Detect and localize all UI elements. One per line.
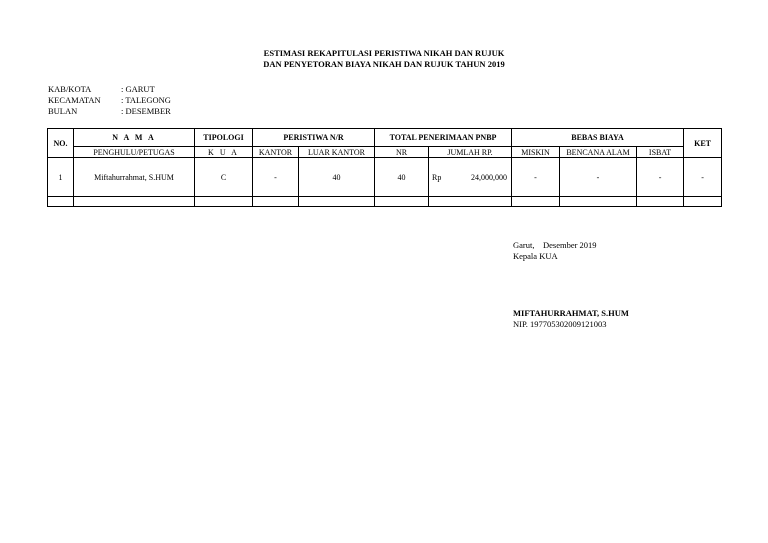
info-label: KECAMATAN: [48, 95, 101, 105]
header-luar-kantor: LUAR KANTOR: [299, 147, 375, 158]
cell-rp: Rp: [432, 172, 442, 182]
header-no: NO.: [48, 129, 74, 158]
cell-ket: -: [684, 158, 722, 197]
recap-table: [47, 128, 722, 207]
header-peristiwa: PERISTIWA N/R: [253, 129, 375, 147]
info-row-kecamatan: [48, 95, 171, 106]
cell-nama: Miftahurrahmat, S.HUM: [74, 158, 195, 197]
header-jumlah: JUMLAH RP.: [429, 147, 512, 158]
title-line-2: DAN PENYETORAN BIAYA NIKAH DAN RUJUK TAHUN 2019: [263, 59, 505, 69]
cell-jumlah: [429, 158, 512, 197]
header-kantor: KANTOR: [253, 147, 299, 158]
header-tipologi: TIPOLOGI: [195, 129, 253, 147]
info-label: BULAN: [48, 106, 78, 116]
table-row-empty: [48, 197, 722, 207]
document-title: [0, 48, 768, 70]
header-isbat: ISBAT: [637, 147, 684, 158]
title-line-1: ESTIMASI REKAPITULASI PERISTIWA NIKAH DAN RUJUK: [263, 48, 505, 58]
cell-no: 1: [48, 158, 74, 197]
info-value: : TALEGONG: [121, 95, 171, 105]
header-ket: KET: [684, 129, 722, 158]
signer-nip: NIP. 197705302009121003: [513, 319, 607, 329]
header-bencana: BENCANA ALAM: [560, 147, 637, 158]
table-row: [48, 158, 722, 197]
signer-name: MIFTAHURRAHMAT, S.HUM: [513, 308, 629, 318]
signature-place-date: [513, 240, 597, 262]
header-miskin: MISKIN: [512, 147, 560, 158]
header-info: [48, 84, 171, 117]
cell-nr: 40: [375, 158, 429, 197]
header-nr: NR: [375, 147, 429, 158]
info-value: : GARUT: [121, 84, 155, 94]
info-row-bulan: [48, 106, 171, 117]
place-date: Garut, Desember 2019: [513, 240, 597, 250]
header-total: TOTAL PENERIMAAN PNBP: [375, 129, 512, 147]
cell-tipologi: C: [195, 158, 253, 197]
header-penghulu: PENGHULU/PETUGAS: [74, 147, 195, 158]
info-label: KAB/KOTA: [48, 84, 92, 94]
info-row-kabkota: [48, 84, 171, 95]
cell-kantor: -: [253, 158, 299, 197]
signer-position: Kepala KUA: [513, 251, 558, 261]
signature-block: [513, 308, 629, 330]
cell-isbat: -: [637, 158, 684, 197]
header-nama: N A M A: [74, 129, 195, 147]
cell-jumlah-value: 24,000,000: [471, 172, 508, 182]
cell-miskin: -: [512, 158, 560, 197]
header-kua: K U A: [195, 147, 253, 158]
cell-luar-kantor: 40: [299, 158, 375, 197]
header-bebas-biaya: BEBAS BIAYA: [512, 129, 684, 147]
info-value: : DESEMBER: [121, 106, 171, 116]
cell-bencana: -: [560, 158, 637, 197]
